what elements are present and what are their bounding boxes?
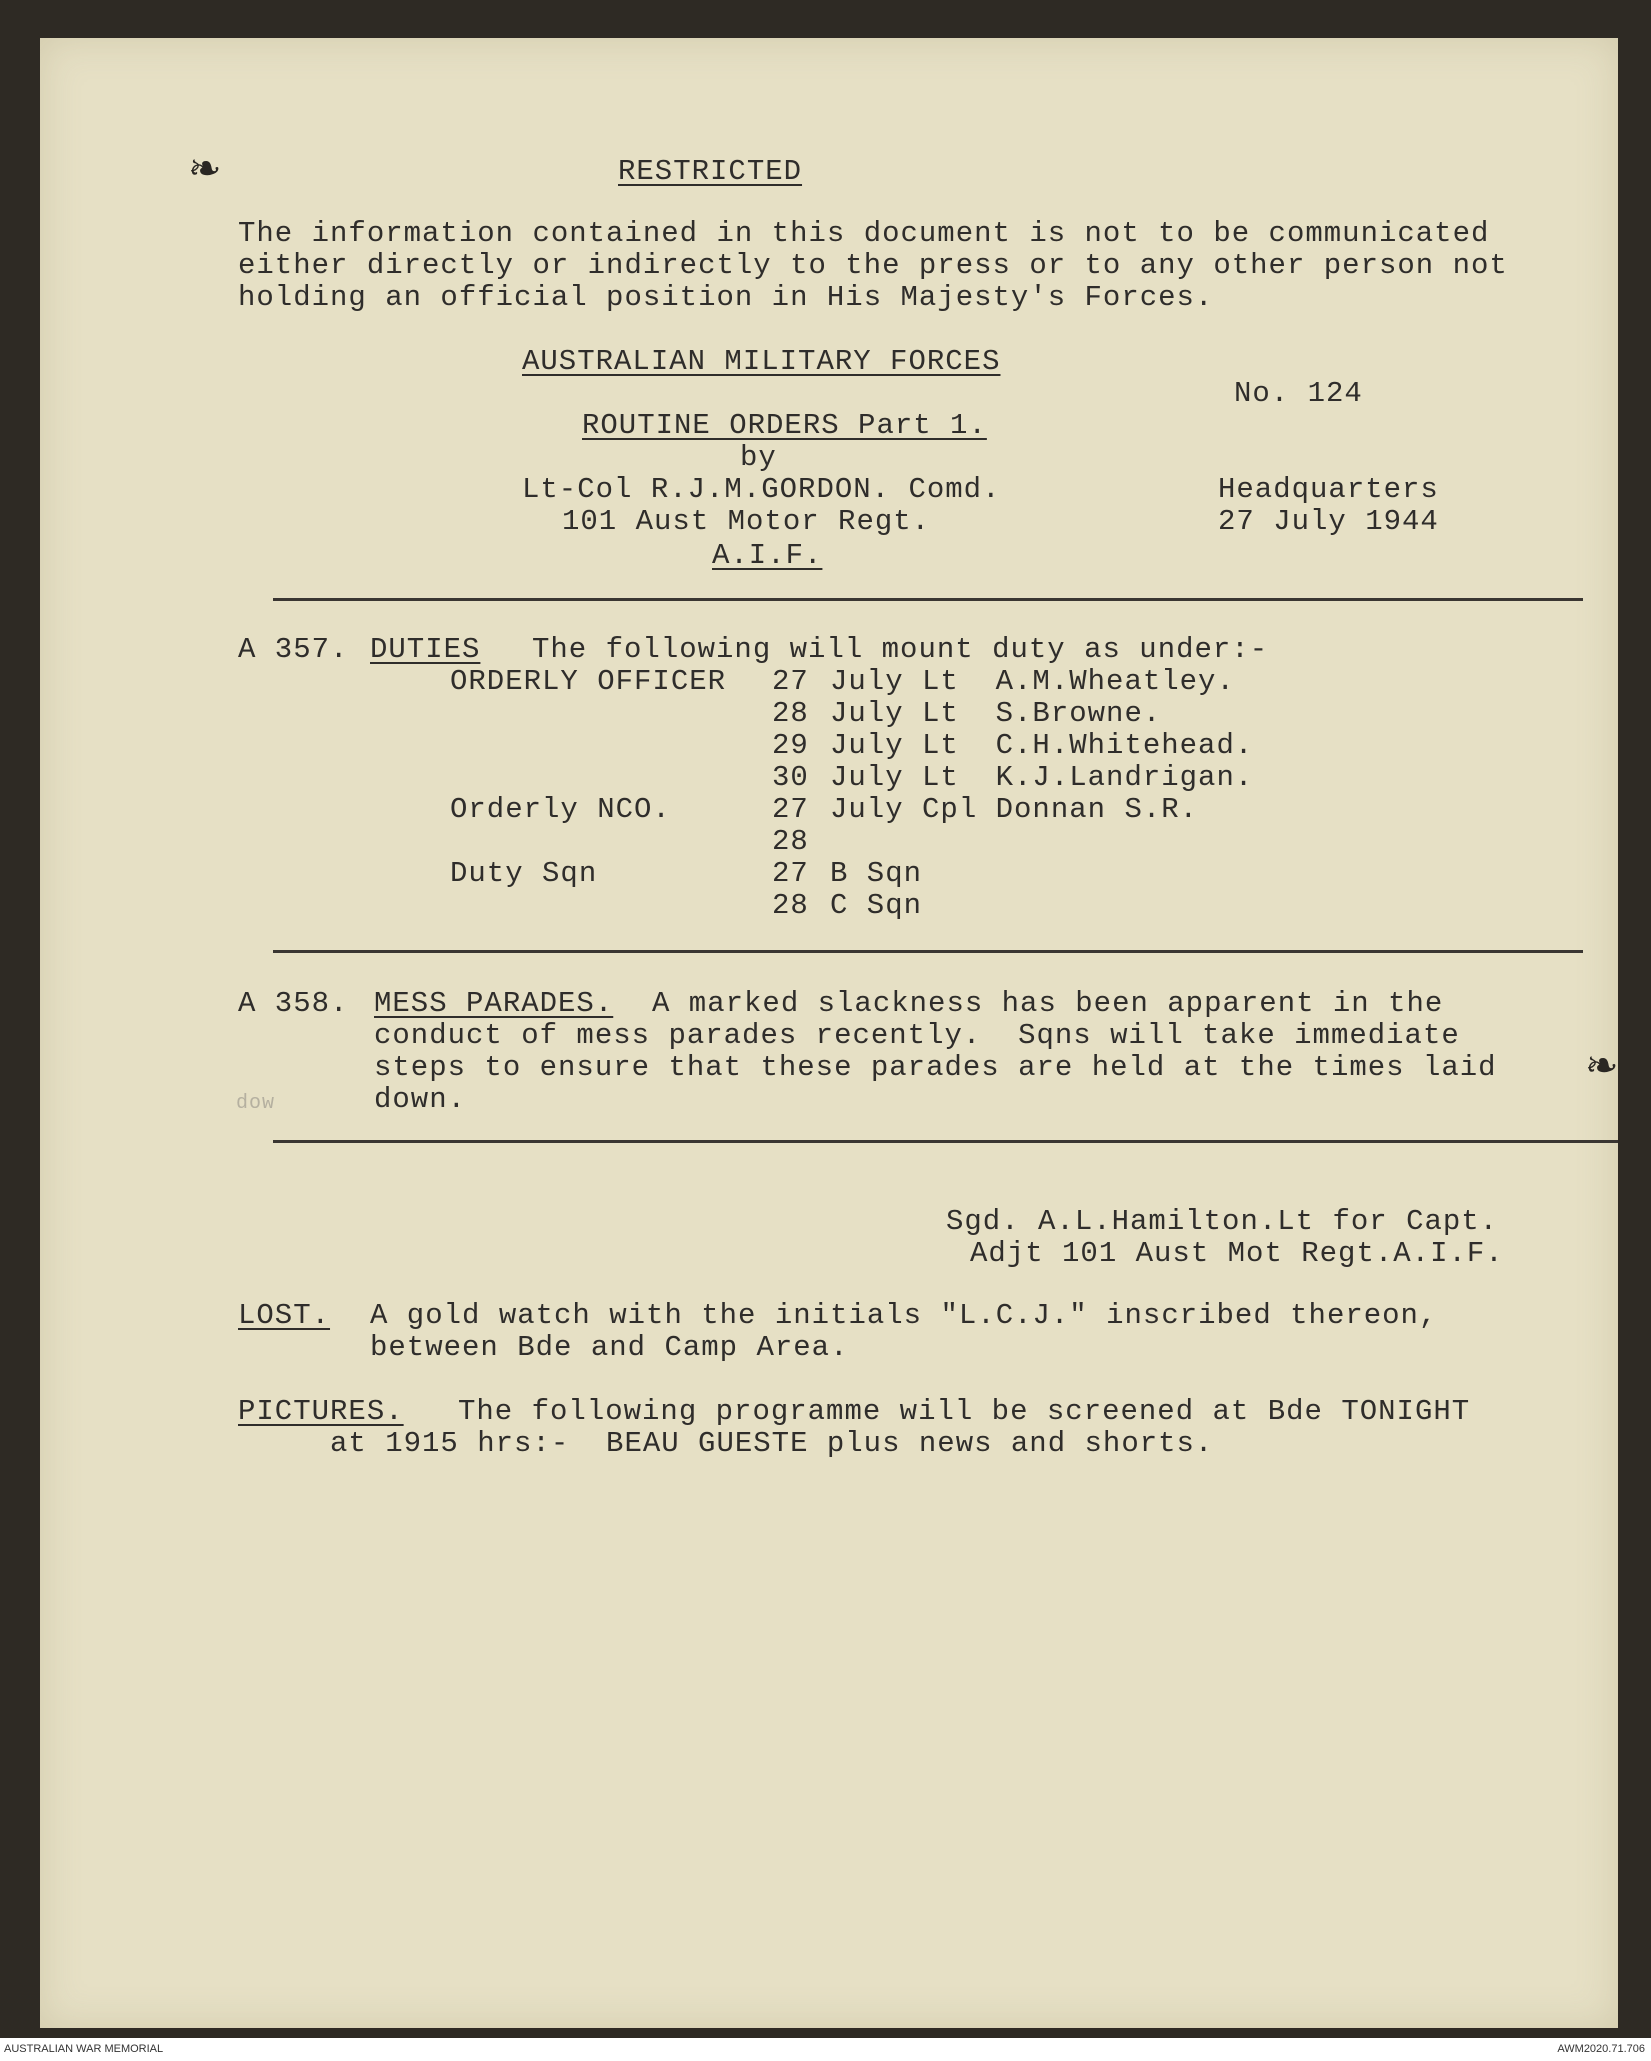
roster-detail: July Lt A.M.Wheatley.	[830, 665, 1235, 698]
margin-note: dow	[236, 1092, 276, 1115]
archive-name: AUSTRALIAN WAR MEMORIAL	[4, 2043, 164, 2055]
divider	[273, 950, 1583, 953]
divider	[273, 598, 1583, 601]
document-page	[40, 38, 1618, 2028]
roster-day: 30	[772, 761, 809, 794]
roster-role: Duty Sqn	[450, 857, 598, 890]
signature-line: Adjt 101 Aust Mot Regt.A.I.F.	[970, 1237, 1504, 1270]
roster-detail: July Lt C.H.Whitehead.	[830, 729, 1254, 762]
order-body-line: A marked slackness has been apparent in the	[652, 987, 1444, 1020]
roster-day: 28	[772, 825, 809, 858]
duties-intro: The following will mount duty as under:-	[532, 633, 1269, 666]
roster-role: Orderly NCO.	[450, 793, 671, 826]
order-body-line: steps to ensure that these parades are held at the times laid	[374, 1051, 1497, 1084]
location-line: Headquarters	[1218, 473, 1439, 506]
order-body-line: conduct of mess parades recently. Sqns will take immediate	[374, 1019, 1460, 1052]
notice-body-line: between Bde and Camp Area.	[370, 1331, 849, 1364]
roster-day: 29	[772, 729, 809, 762]
archive-footer	[0, 2038, 1651, 2061]
roster-day: 27	[772, 793, 809, 826]
roster-detail: July Cpl Donnan S.R.	[830, 793, 1199, 826]
order-heading-duties: DUTIES	[370, 633, 481, 666]
notice-body-line: A gold watch with the initials "L.C.J." inscribed thereon,	[370, 1299, 1438, 1332]
order-body-line: down.	[374, 1083, 467, 1116]
order-number-a357: A 357.	[238, 633, 349, 666]
order-number-a358: A 358.	[238, 987, 349, 1020]
notice-body-line: The following programme will be screened at Bde TONIGHT	[458, 1395, 1471, 1428]
notice-line: either directly or indirectly to the press or to any other person not	[238, 249, 1508, 282]
org-heading: AUSTRALIAN MILITARY FORCES	[522, 345, 1001, 378]
notice-line: The information contained in this document is not to be communicated	[238, 217, 1490, 250]
notice-line: holding an official position in His Majesty's Forces.	[238, 281, 1214, 314]
roster-day: 27	[772, 857, 809, 890]
lost-heading: LOST.	[238, 1299, 331, 1332]
force-line: A.I.F.	[712, 539, 823, 572]
unit-line: 101 Aust Motor Regt.	[562, 505, 931, 538]
roster-day: 27	[772, 665, 809, 698]
roster-detail: July Lt S.Browne.	[830, 697, 1162, 730]
notice-body-line: at 1915 hrs:- BEAU GUESTE plus news and shorts.	[330, 1427, 1214, 1460]
roster-detail: B Sqn	[830, 857, 923, 890]
roster-day: 28	[772, 889, 809, 922]
roster-detail: C Sqn	[830, 889, 923, 922]
orders-title: ROUTINE ORDERS Part 1.	[582, 409, 987, 442]
divider	[273, 1140, 1618, 1143]
hole-punch-mark: ❧	[188, 146, 222, 192]
by-line: by	[740, 441, 777, 474]
hole-punch-mark: ❧	[1585, 1043, 1619, 1089]
order-heading-mess-parades: MESS PARADES.	[374, 987, 614, 1020]
date-line: 27 July 1944	[1218, 505, 1439, 538]
pictures-heading: PICTURES.	[238, 1395, 404, 1428]
commander-line: Lt-Col R.J.M.GORDON. Comd.	[522, 473, 1001, 506]
roster-day: 28	[772, 697, 809, 730]
archive-reference: AWM2020.71.706	[1557, 2043, 1645, 2055]
roster-detail: July Lt K.J.Landrigan.	[830, 761, 1254, 794]
roster-role: ORDERLY OFFICER	[450, 665, 727, 698]
signature-line: Sgd. A.L.Hamilton.Lt for Capt.	[946, 1205, 1499, 1238]
classification-heading: RESTRICTED	[618, 155, 803, 188]
order-number: No. 124	[1234, 377, 1363, 410]
